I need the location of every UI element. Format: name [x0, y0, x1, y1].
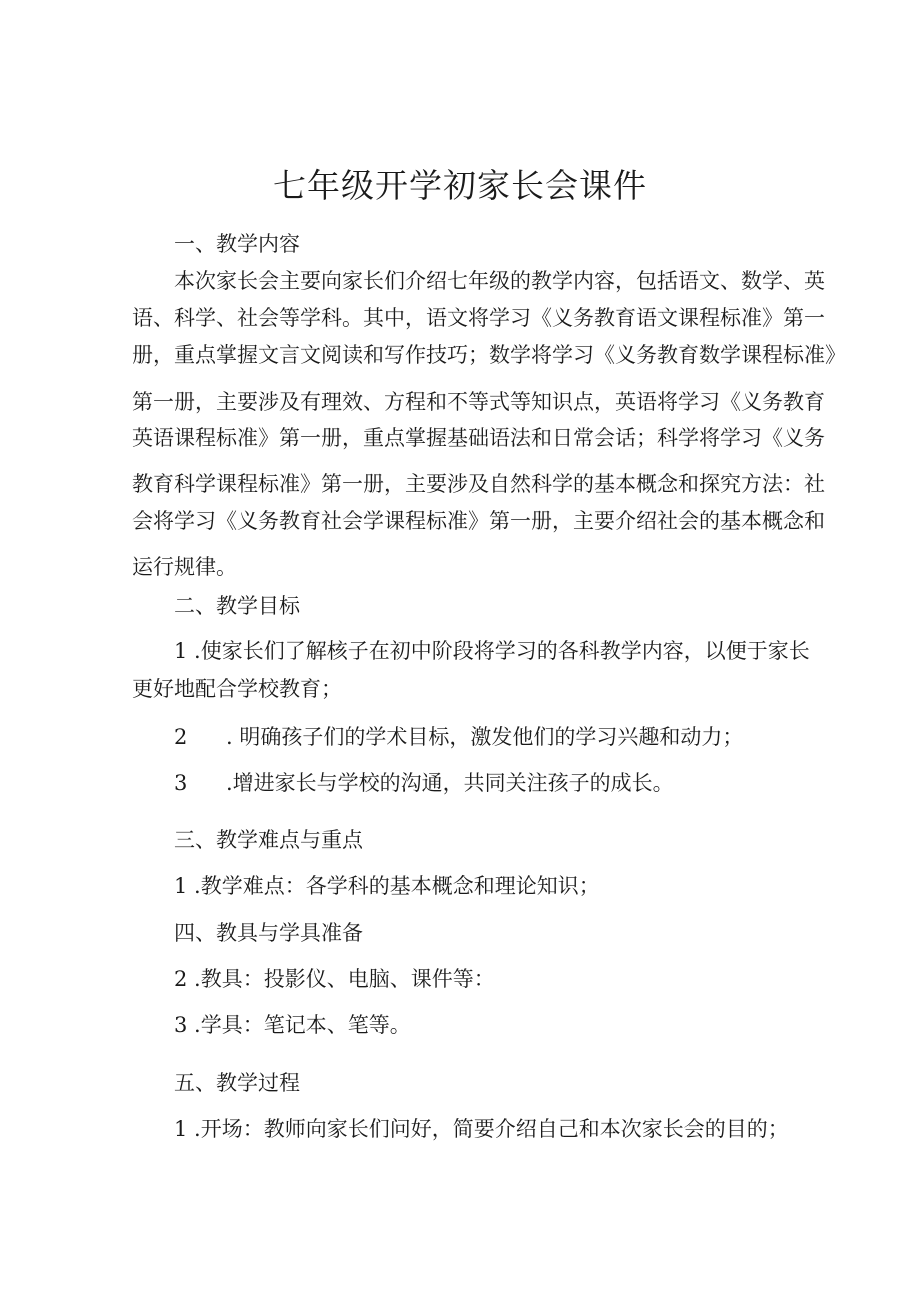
paragraph-line: 英语课程标准》第一册，重点掌握基础语法和日常会话；科学将学习《义务 [132, 426, 825, 450]
section-heading-tools: 四、教具与学具准备 [174, 921, 363, 945]
paragraph-line: 本次家长会主要向家长们介绍七年级的教学内容，包括语文、数学、英 [174, 269, 825, 293]
paragraph-line: 第一册，主要涉及有理效、方程和不等式等知识点，英语将学习《义务教育 [132, 390, 825, 414]
section-heading-difficulties: 三、教学难点与重点 [174, 828, 363, 852]
goal-item-2-text: . 明确孩子们的学术目标，激发他们的学习兴趣和动力； [226, 725, 744, 749]
paragraph-line: 会将学习《义务教育社会学课程标准》第一册，主要介绍社会的基本概念和 [132, 509, 825, 533]
difficulty-item-1: 1 .教学难点：各学科的基本概念和理论知识； [174, 874, 600, 898]
goal-item-3-text: .增进家长与学校的沟通，共同关注孩子的成长。 [226, 771, 674, 795]
goal-item-3-number: 3 [174, 771, 188, 795]
paragraph-line: 教育科学课程标准》第一册，主要涉及自然科学的基本概念和探究方法：社 [132, 472, 825, 496]
section-heading-teaching-goals: 二、教学目标 [174, 594, 300, 618]
goal-item-2-number: 2 [174, 725, 188, 749]
goal-item-3 [174, 766, 797, 800]
paragraph-line: 册，重点掌握文言文阅读和写作技巧；数学将学习《义务教育数学课程标准》 [132, 343, 846, 367]
process-item-1: 1 .开场：教师向家长们问好，简要介绍自己和本次家长会的目的； [174, 1117, 789, 1141]
goal-item-1-line-1: 1 .使家长们了解核子在初中阶段将学习的各科教学内容，以便于家长 [174, 639, 810, 663]
tools-item-1: 2 .教具：投影仪、电脑、课件等： [174, 967, 495, 991]
goal-item-1-line-2: 更好地配合学校教育； [132, 677, 342, 701]
goal-item-2 [174, 720, 797, 754]
section-heading-process: 五、教学过程 [174, 1071, 300, 1095]
paragraph-line: 语、科学、社会等学科。其中，语文将学习《义务教育语文课程标准》第一 [132, 306, 825, 330]
section-heading-teaching-content: 一、教学内容 [174, 232, 300, 256]
paragraph-line: 运行规律。 [132, 555, 237, 579]
tools-item-2: 3 .学具：笔记本、笔等。 [174, 1013, 411, 1037]
document-title: 七年级开学初家长会课件 [273, 166, 647, 205]
